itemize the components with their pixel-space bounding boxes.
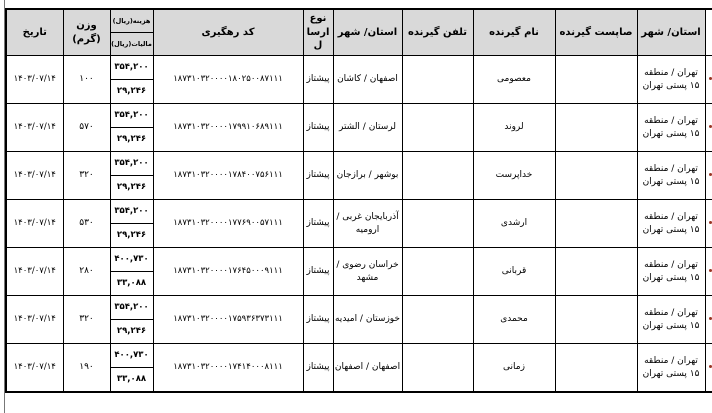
cell-date: ۱۴۰۳/۰۷/۱۴	[6, 152, 63, 200]
table-row	[6, 56, 712, 104]
cell-date: ۱۴۰۳/۰۷/۱۴	[6, 248, 63, 296]
table-row	[6, 344, 712, 393]
table-row	[6, 248, 712, 296]
cell-cost	[110, 152, 153, 200]
cost-value: ۳۵۴,۲۰۰	[111, 152, 153, 176]
cost-value: ۳۵۴,۲۰۰	[111, 296, 153, 320]
cell-dest-province: لرستان / الشتر	[333, 104, 402, 152]
cost-value: ۳۵۴,۲۰۰	[111, 104, 153, 128]
table-row	[6, 152, 712, 200]
cell-date: ۱۴۰۳/۰۷/۱۴	[6, 56, 63, 104]
cell-dest-province: آذربايجان غربی / اروميه	[333, 200, 402, 248]
cell-origin-province: تهران / منطقه ۱۵ پستی تهران	[637, 104, 705, 152]
cell-cost	[110, 104, 153, 152]
tax-value: ۲۹,۲۴۶	[116, 134, 147, 144]
cell-receiver-name: زمانی	[473, 344, 555, 393]
cell-receiver-phone	[402, 200, 473, 248]
clipped-fragment-dot	[709, 317, 712, 320]
cell-receiver-phone	[402, 56, 473, 104]
cell-receiver-name: قربانی	[473, 248, 555, 296]
cost-value: ۴۰۰,۷۳۰	[111, 248, 153, 272]
clipped-fragment-dot	[709, 365, 712, 368]
cell-send-type: پيشتاز	[303, 56, 333, 104]
cell-receiver-site	[555, 200, 637, 248]
cell-send-type: پيشتاز	[303, 344, 333, 393]
cost-value: ۳۵۴,۲۰۰	[111, 200, 153, 224]
tax-value: ۲۹,۲۴۶	[116, 86, 147, 96]
clipped-column-cell	[705, 344, 712, 393]
cell-tracking-code: ۱۸۷۳۱۰۳۲۰۰۰۰۱۷۵۹۳۶۳۷۳۱۱۱	[153, 296, 303, 344]
cell-dest-province: اصفهان / کاشان	[333, 56, 402, 104]
header-receiver-name: نام گيرنده	[473, 9, 555, 56]
cell-tracking-code: ۱۸۷۳۱۰۳۲۰۰۰۰۱۷۶۴۵۰۰۰۹۱۱۱	[153, 248, 303, 296]
cell-dest-province: اصفهان / اصفهان	[333, 344, 402, 393]
header-tracking-code: کد رهگيری	[153, 9, 303, 56]
cell-weight: ۵۳۰	[63, 200, 110, 248]
cell-date: ۱۴۰۳/۰۷/۱۴	[6, 344, 63, 393]
cell-date: ۱۴۰۳/۰۷/۱۴	[6, 104, 63, 152]
clipped-column-cell	[705, 56, 712, 104]
tax-value: ۲۹,۲۴۶	[116, 326, 147, 336]
cell-date: ۱۴۰۳/۰۷/۱۴	[6, 296, 63, 344]
clipped-column-cell	[705, 152, 712, 200]
cell-weight: ۱۹۰	[63, 344, 110, 393]
cell-receiver-name: محمدی	[473, 296, 555, 344]
tax-value: ۳۳,۰۸۸	[116, 278, 147, 288]
cell-weight: ۳۲۰	[63, 152, 110, 200]
cell-cost	[110, 296, 153, 344]
table-row	[6, 104, 712, 152]
header-cost-rial: هزينه(ريال)	[111, 10, 153, 33]
cell-receiver-phone	[402, 344, 473, 393]
cell-origin-province: تهران / منطقه ۱۵ پستی تهران	[637, 248, 705, 296]
header-date: تاريخ	[6, 9, 63, 56]
clipped-fragment-dot	[709, 269, 712, 272]
cell-dest-province: خوزستان / اميديه	[333, 296, 402, 344]
clipped-column-cell	[705, 104, 712, 152]
clipped-column-cell	[705, 200, 712, 248]
cell-origin-province: تهران / منطقه ۱۵ پستی تهران	[637, 200, 705, 248]
cell-receiver-site	[555, 344, 637, 393]
cell-receiver-site	[555, 104, 637, 152]
cell-weight: ۲۸۰	[63, 248, 110, 296]
cell-weight: ۳۲۰	[63, 296, 110, 344]
header-cost	[110, 9, 153, 56]
cost-value: ۳۵۴,۲۰۰	[111, 56, 153, 80]
cell-send-type: پيشتاز	[303, 248, 333, 296]
clipped-fragment-dot	[709, 221, 712, 224]
table-body	[6, 56, 712, 393]
clipped-fragment-dot	[709, 77, 712, 80]
cell-send-type: پيشتاز	[303, 104, 333, 152]
cell-receiver-site	[555, 152, 637, 200]
cell-receiver-phone	[402, 296, 473, 344]
shipments-table-container	[5, 8, 712, 393]
clipped-fragment-dot	[709, 173, 712, 176]
clipped-fragment-dot	[709, 125, 712, 128]
cell-tracking-code: ۱۸۷۳۱۰۳۲۰۰۰۰۱۷۸۴۰۰۷۵۶۱۱۱	[153, 152, 303, 200]
cell-cost	[110, 344, 153, 393]
cell-tracking-code: ۱۸۷۳۱۰۳۲۰۰۰۰۱۸۰۲۵۰۰۸۷۱۱۱	[153, 56, 303, 104]
clipped-column-cell	[705, 248, 712, 296]
clipped-column-cell	[705, 296, 712, 344]
header-receiver-phone: تلفن گيرنده	[402, 9, 473, 56]
cell-cost	[110, 248, 153, 296]
cell-receiver-phone	[402, 248, 473, 296]
header-weight: وزن (گرم)	[63, 9, 110, 56]
cell-weight: ۵۷۰	[63, 104, 110, 152]
cost-value: ۴۰۰,۷۳۰	[111, 344, 153, 368]
header-row	[6, 9, 712, 56]
cell-receiver-phone	[402, 152, 473, 200]
header-clipped-column	[705, 9, 712, 56]
tax-value: ۳۳,۰۸۸	[116, 374, 147, 384]
cell-weight: ۱۰۰	[63, 56, 110, 104]
cell-tracking-code: ۱۸۷۳۱۰۳۲۰۰۰۰۱۷۹۹۱۰۶۸۹۱۱۱	[153, 104, 303, 152]
tax-value: ۲۹,۲۴۶	[116, 182, 147, 192]
cell-tracking-code: ۱۸۷۳۱۰۳۲۰۰۰۰۱۷۴۱۴۰۰۰۸۱۱۱	[153, 344, 303, 393]
cell-origin-province: تهران / منطقه ۱۵ پستی تهران	[637, 56, 705, 104]
cell-receiver-site	[555, 248, 637, 296]
table-header	[6, 9, 712, 56]
shipments-table	[5, 8, 712, 393]
header-send-type: نوع ارسال	[303, 9, 333, 56]
cell-cost	[110, 200, 153, 248]
cell-dest-province: خراسان رضوی / مشهد	[333, 248, 402, 296]
header-tax-rial: ماليات(ريال)	[111, 40, 152, 48]
cell-send-type: پيشتاز	[303, 200, 333, 248]
table-row	[6, 200, 712, 248]
table-row	[6, 296, 712, 344]
cell-origin-province: تهران / منطقه ۱۵ پستی تهران	[637, 152, 705, 200]
cell-receiver-name: خداپرست	[473, 152, 555, 200]
header-dest-province: استان/ شهر	[333, 9, 402, 56]
cell-receiver-name: معصومی	[473, 56, 555, 104]
header-receiver-site: صاپست گيرنده	[555, 9, 637, 56]
cell-receiver-name: لروند	[473, 104, 555, 152]
cell-origin-province: تهران / منطقه ۱۵ پستی تهران	[637, 296, 705, 344]
cell-receiver-site	[555, 296, 637, 344]
cell-cost	[110, 56, 153, 104]
cell-date: ۱۴۰۳/۰۷/۱۴	[6, 200, 63, 248]
cell-receiver-site	[555, 56, 637, 104]
cell-send-type: پيشتاز	[303, 296, 333, 344]
cell-tracking-code: ۱۸۷۳۱۰۳۲۰۰۰۰۱۷۷۶۹۰۰۵۷۱۱۱	[153, 200, 303, 248]
cell-receiver-name: ارشدی	[473, 200, 555, 248]
cell-origin-province: تهران / منطقه ۱۵ پستی تهران	[637, 344, 705, 393]
cell-dest-province: بوشهر / برازجان	[333, 152, 402, 200]
tax-value: ۲۹,۲۴۶	[116, 230, 147, 240]
cell-send-type: پيشتاز	[303, 152, 333, 200]
header-origin-province: استان/ شهر	[637, 9, 705, 56]
cell-receiver-phone	[402, 104, 473, 152]
